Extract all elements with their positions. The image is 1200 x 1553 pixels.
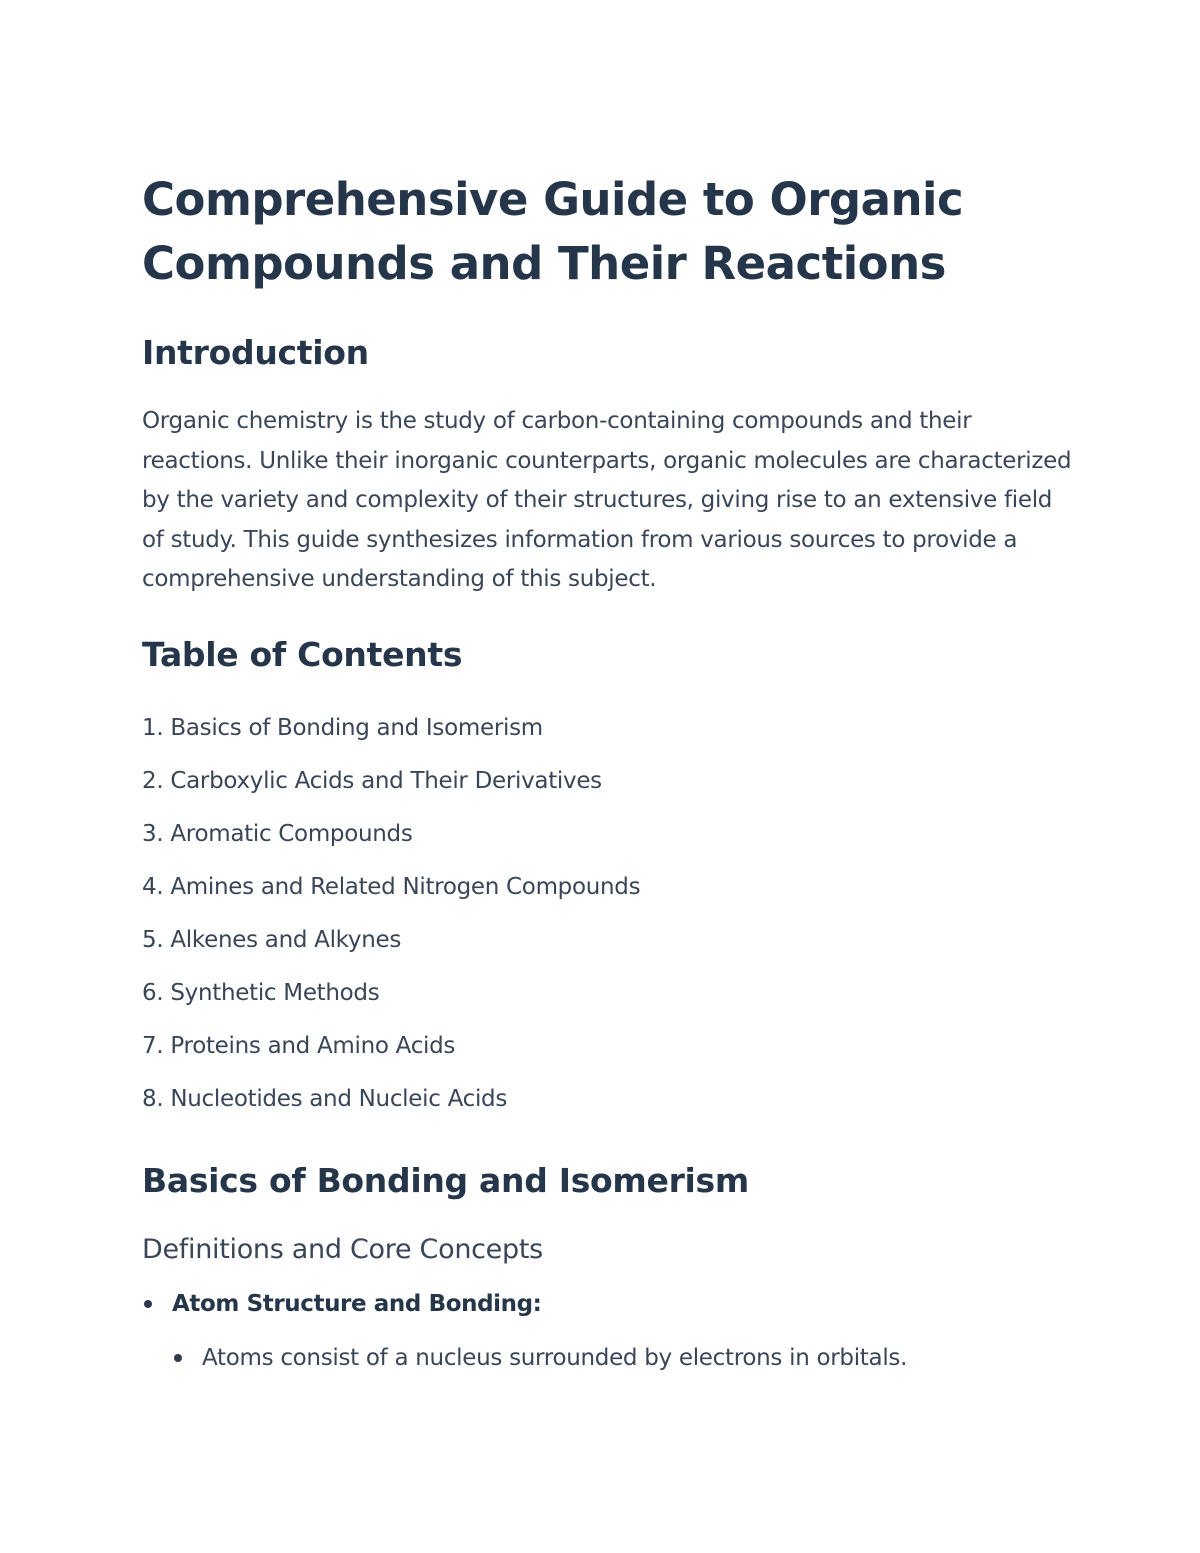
concept-bullet-list — [142, 1284, 1072, 1378]
toc-item-label: Synthetic Methods — [170, 979, 380, 1006]
toc-item-label: Proteins and Amino Acids — [170, 1032, 456, 1059]
bullet-icon — [144, 1300, 152, 1308]
toc-item-number: 6. — [142, 979, 164, 1006]
toc-item-label: Alkenes and Alkynes — [170, 926, 401, 953]
toc-item-number: 1. — [142, 714, 164, 741]
toc-item[interactable] — [142, 967, 1072, 1020]
toc-item-label: Nucleotides and Nucleic Acids — [170, 1085, 508, 1112]
introduction-heading: Introduction — [142, 333, 369, 372]
toc-item[interactable] — [142, 755, 1072, 808]
toc-item[interactable] — [142, 1073, 1072, 1126]
table-of-contents-list — [142, 702, 1072, 1126]
toc-item[interactable] — [142, 1020, 1072, 1073]
toc-item[interactable] — [142, 808, 1072, 861]
bullet-title: Atom Structure and Bonding: — [172, 1290, 542, 1317]
list-item — [142, 1284, 1072, 1378]
toc-item[interactable] — [142, 914, 1072, 967]
toc-item-number: 5. — [142, 926, 164, 953]
toc-item-number: 3. — [142, 820, 164, 847]
nested-bullet-list — [172, 1338, 1072, 1378]
introduction-paragraph: Organic chemistry is the study of carbon-containing compounds and their reactions. Unlike their inorganic counterparts, organic molecules are characterized by the variety and complexity of their structures, giving rise to an extensive field of study. This guide synthesizes information from various sources to provide a comprehensive understanding of this subject. — [142, 408, 1072, 592]
toc-item[interactable] — [142, 702, 1072, 755]
document-page — [142, 168, 1072, 1378]
toc-item-number: 2. — [142, 767, 164, 794]
list-item — [172, 1338, 1072, 1378]
toc-item-label: Carboxylic Acids and Their Derivatives — [170, 767, 602, 794]
toc-item-number: 7. — [142, 1032, 164, 1059]
definitions-subheading: Definitions and Core Concepts — [142, 1233, 543, 1265]
table-of-contents-heading: Table of Contents — [142, 634, 463, 674]
nested-bullet-text: Atoms consist of a nucleus surrounded by electrons in orbitals. — [202, 1344, 908, 1371]
bullet-icon — [174, 1354, 182, 1362]
toc-item-number: 4. — [142, 873, 164, 900]
document-title: Comprehensive Guide to Organic Compounds and Their Reactions — [142, 173, 964, 290]
basics-section-heading: Basics of Bonding and Isomerism — [142, 1160, 749, 1200]
toc-item-label: Amines and Related Nitrogen Compounds — [170, 873, 641, 900]
toc-item-number: 8. — [142, 1085, 164, 1112]
toc-item-label: Basics of Bonding and Isomerism — [170, 714, 543, 741]
toc-item-label: Aromatic Compounds — [170, 820, 413, 847]
toc-item[interactable] — [142, 861, 1072, 914]
